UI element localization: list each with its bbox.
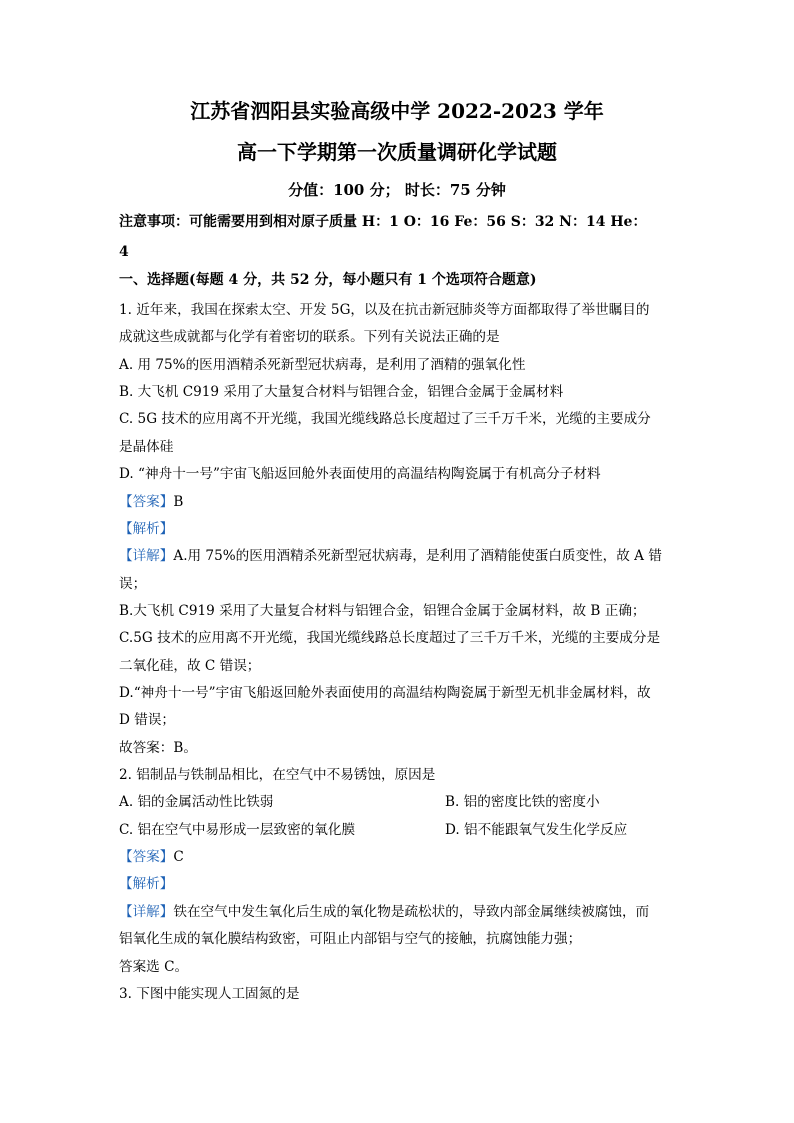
q1-stem1: 1. 近年来，我国在探索太空、开发 5G，以及在抗击新冠肺炎等方面都取得了举世瞩目的 — [119, 302, 650, 318]
q2-final-answer: 答案选 C。 — [119, 959, 189, 975]
answer-tag: 【答案】 — [119, 849, 174, 865]
q2-analysis-tag: 【解析】 — [119, 876, 174, 892]
q2-option-a: A. 铝的金属活动性比铁弱 — [119, 794, 274, 810]
section1-heading: 一、选择题(每题 4 分，共 52 分，每小题只有 1 个选项符合题意) — [119, 272, 537, 288]
answer-tag: 【答案】 — [119, 494, 174, 510]
detail-text: A.用 75%的医用酒精杀死新型冠状病毒，是利用了酒精能使蛋白质变性，故 A 错 — [173, 548, 662, 564]
q1-detail-7: D 错误； — [119, 712, 176, 728]
q1-option-c2: 是晶体硅 — [119, 439, 174, 455]
notice-line2: 4 — [119, 244, 129, 260]
q2-answer — [119, 847, 184, 867]
q1-option-c1: C. 5G 技术的应用离不开光缆，我国光缆线路总长度超过了三千万千米，光缆的主要成分 — [119, 411, 651, 427]
title-line1: 江苏省泗阳县实验高级中学 2022-2023 学年 — [190, 99, 604, 123]
q1-detail-2: 误； — [119, 576, 147, 592]
q1-detail-1 — [119, 546, 662, 566]
q1-stem2: 成就这些成就都与化学有着密切的联系。下列有关说法正确的是 — [119, 329, 500, 345]
q1-analysis-tag: 【解析】 — [119, 521, 174, 537]
q1-final-answer: 故答案：B。 — [119, 740, 197, 756]
q1-option-a: A. 用 75%的医用酒精杀死新型冠状病毒，是利用了酒精的强氧化性 — [119, 357, 526, 373]
notice-line1: 注意事项：可能需要用到相对原子质量 H：1 O：16 Fe：56 S：32 N：14 He： — [119, 214, 647, 230]
q1-detail-3: B.大飞机 C919 采用了大量复合材料与铝锂合金，铝锂合金属于金属材料，故 B 正确； — [119, 603, 646, 619]
q1-detail-5: 二氧化硅，故 C 错误； — [119, 658, 261, 674]
detail-tag: 【详解】 — [119, 548, 174, 564]
q1-option-d: D. “神舟十一号”宇宙飞船返回舱外表面使用的高温结构陶瓷属于有机高分子材料 — [119, 466, 601, 482]
detail-text: 铁在空气中发生氧化后生成的氧化物是疏松状的，导致内部金属继续被腐蚀，而 — [173, 904, 650, 920]
q1-detail-4: C.5G 技术的应用离不开光缆，我国光缆线路总长度超过了三千万千米，光缆的主要成分是 — [119, 630, 661, 646]
detail-tag: 【详解】 — [119, 904, 174, 920]
title-line2: 高一下学期第一次质量调研化学试题 — [237, 140, 557, 164]
q1-answer — [119, 492, 183, 512]
q2-detail-1 — [119, 902, 649, 922]
answer-value: C — [173, 849, 184, 865]
q1-option-b: B. 大飞机 C919 采用了大量复合材料与铝锂合金，铝锂合金属于金属材料 — [119, 384, 564, 400]
q1-detail-6: D.“神舟十一号”宇宙飞船返回舱外表面使用的高温结构陶瓷属于新型无机非金属材料，故 — [119, 685, 651, 701]
q2-option-d: D. 铝不能跟氧气发生化学反应 — [445, 822, 628, 838]
answer-value: B — [173, 494, 184, 510]
q3-stem: 3. 下图中能实现人工固氮的是 — [119, 986, 300, 1002]
score-time: 分值：100 分； 时长：75 分钟 — [288, 181, 506, 199]
q2-option-b: B. 铝的密度比铁的密度小 — [445, 794, 600, 810]
q2-option-c: C. 铝在空气中易形成一层致密的氧化膜 — [119, 822, 356, 838]
q2-detail-2: 铝氧化生成的氧化膜结构致密，可阻止内部铝与空气的接触，抗腐蚀能力强； — [119, 931, 582, 947]
q2-stem: 2. 铝制品与铁制品相比，在空气中不易锈蚀，原因是 — [119, 767, 436, 783]
